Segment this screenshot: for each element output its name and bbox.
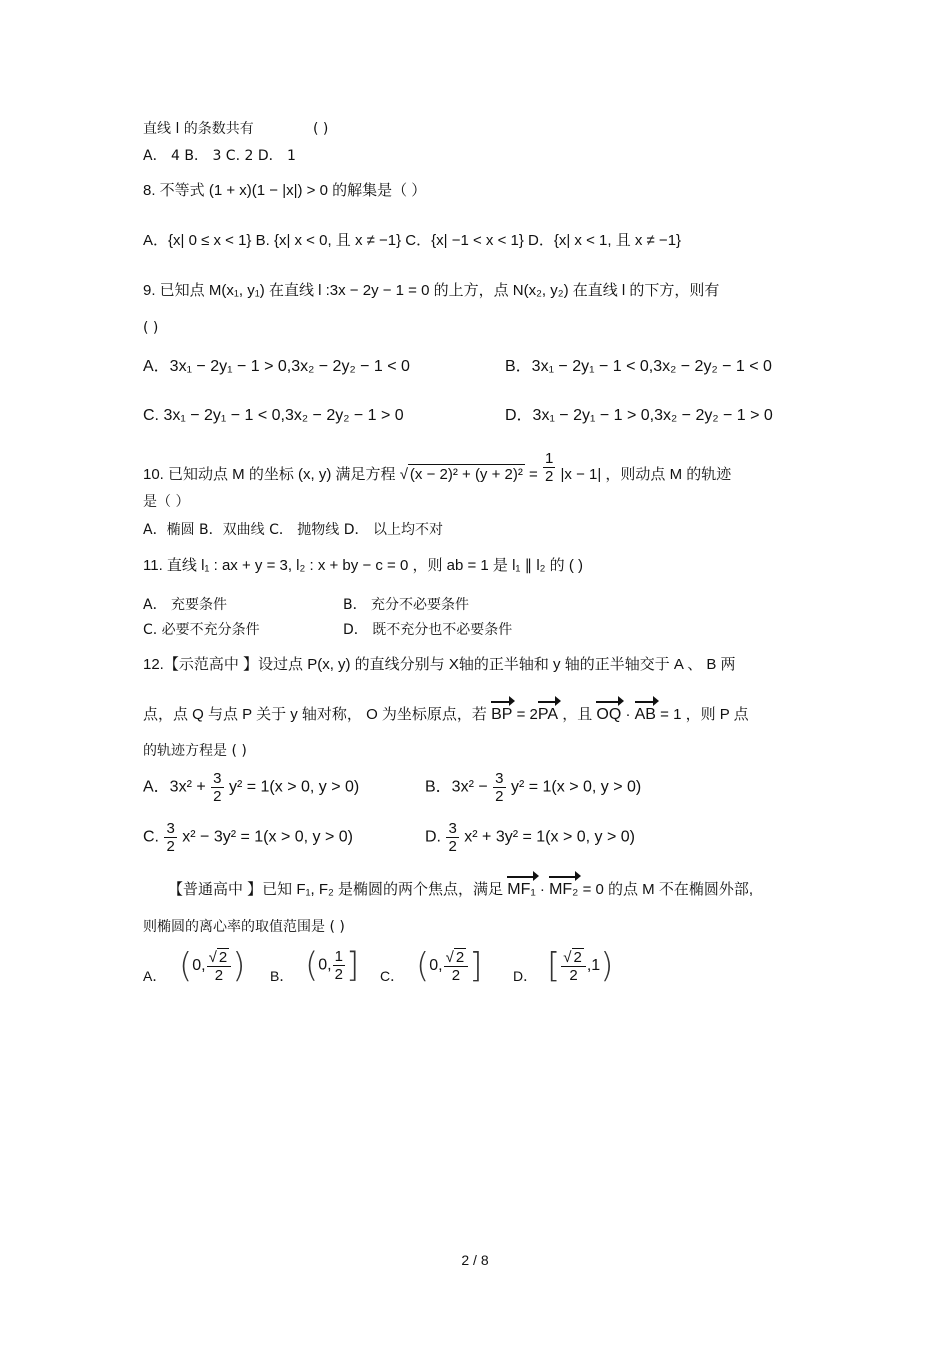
q12-b-pre: B．3x² − <box>425 778 488 796</box>
bracket-close: ] <box>345 945 360 986</box>
q13-b-num: 1 <box>334 948 343 965</box>
q13-label-b: B． <box>270 968 294 984</box>
q13-dot: · <box>535 881 550 898</box>
bracket-open: [ <box>547 946 561 986</box>
bracket-close: ] <box>469 946 483 986</box>
q10-eq: = <box>529 466 538 484</box>
q9-choice-b: B．3x₁ − 2y₁ − 1 < 0,3x₂ − 2y₂ − 1 < 0 <box>505 358 772 375</box>
q13-post: = 0 的点 M 不在椭圆外部, <box>582 881 753 898</box>
q9-row2 <box>143 406 810 426</box>
q13-choice-d <box>547 948 613 984</box>
paren-open: ( <box>416 946 430 986</box>
q13-d-den: 2 <box>569 967 578 984</box>
q9-blank: ( ) <box>143 320 159 336</box>
q12-c-post: x² − 3y² = 1(x > 0, y > 0) <box>182 828 353 846</box>
q12-d-num: 3 <box>448 820 457 837</box>
vector-pa: PA <box>537 706 559 723</box>
q13-a-zero: 0, <box>192 957 206 974</box>
q12-line2a: 点，点 Q 与点 P 关于 y 轴对称， O 为坐标原点，若 <box>143 706 487 723</box>
q12-line2 <box>143 705 810 725</box>
q12-row1 <box>143 770 810 812</box>
q9-choice-a: A．3x₁ − 2y₁ − 1 > 0,3x₂ − 2y₂ − 1 < 0 <box>143 358 410 375</box>
q10-choices: A．椭圆 B．双曲线 C． 抛物线 D． 以上均不对 <box>143 522 443 538</box>
q10-frac-den: 2 <box>544 468 554 485</box>
q13-c-frac <box>444 948 469 984</box>
q12-c-frac <box>164 820 176 855</box>
q12-a-post: y² = 1(x > 0, y > 0) <box>228 778 360 796</box>
q13-label-a: A． <box>143 968 167 984</box>
q12-eq1: = 2 <box>512 706 538 723</box>
q12-c-pre: C. <box>143 828 159 846</box>
paren-open: ( <box>179 946 193 986</box>
q12-line3: 的轨迹方程是 ( ) <box>143 743 247 759</box>
q11-choice-c: C. 必要不充分条件 <box>143 622 260 638</box>
q13-c-num: √ 2 <box>444 948 469 967</box>
q11-stem: 11. 直线 l₁ : ax + y = 3, l₂ : x + by − c = 0 ，则 ab = 1 是 l₁ ∥ l₂ 的 ( ) <box>143 557 583 574</box>
q12-b-post: y² = 1(x > 0, y > 0) <box>510 778 642 796</box>
q13-d-rad: 2 <box>573 949 582 966</box>
q9-choice-d: D．3x₁ − 2y₁ − 1 > 0,3x₂ − 2y₂ − 1 > 0 <box>505 407 773 424</box>
q13-choices <box>143 945 810 1008</box>
vector-mf1: MF₁ <box>507 881 536 898</box>
q13-a-frac <box>207 948 232 984</box>
q13-c-rad: 2 <box>455 949 465 966</box>
q13-line2: 则椭圆的离心率的取值范围是 ( ) <box>143 919 345 935</box>
paren-close: ) <box>600 946 614 986</box>
q7-tail: 直线 l 的条数共有 <box>143 121 254 137</box>
q13-label-c: C． <box>380 968 405 984</box>
q10-line2: 是（ ） <box>143 494 190 510</box>
q11-row1 <box>143 595 810 615</box>
q13-choice-c <box>416 948 482 984</box>
q12-dot: · <box>621 706 635 723</box>
q10-stem <box>143 450 810 490</box>
q13-c-den: 2 <box>451 967 461 984</box>
page-number: 2 / 8 <box>461 1252 489 1268</box>
vector-ab: AB <box>634 706 656 723</box>
q12-b-num: 3 <box>495 770 504 787</box>
q12-a-num: 3 <box>213 770 222 787</box>
q13-line1 <box>168 880 810 900</box>
paren-close: ) <box>232 946 246 986</box>
q12-choice-d <box>425 820 635 855</box>
q13-choice-b <box>305 945 360 986</box>
vector-oq: OQ <box>596 706 622 723</box>
q13-b-den: 2 <box>334 966 343 983</box>
sqrt-symbol: √ <box>399 466 408 484</box>
q12-choice-b <box>425 770 641 805</box>
q9-choice-c: C. 3x₁ − 2y₁ − 1 < 0,3x₂ − 2y₂ − 1 > 0 <box>143 407 404 424</box>
q11-row2 <box>143 620 810 640</box>
vector-bp: BP <box>491 706 513 723</box>
q7-text <box>143 119 810 139</box>
q13-choice-a <box>179 948 245 984</box>
q10-sqrt-content: (x − 2)² + (y + 2)² <box>409 466 523 484</box>
paren-open: ( <box>305 945 319 986</box>
q12-d-den: 2 <box>448 838 457 855</box>
q10-post: |x − 1| ，则动点 M 的轨迹 <box>560 466 732 484</box>
q13-a-num: √ 2 <box>207 948 232 967</box>
q8-choices: A．{x| 0 ≤ x < 1} B. {x| x < 0, 且 x ≠ −1} C．{x| −1 < x < 1} D．{x| x < 1, 且 x ≠ −1} <box>143 232 682 249</box>
q13-label-d: D． <box>513 968 538 984</box>
q13-b-frac <box>333 948 345 983</box>
q12-b-frac <box>493 770 505 805</box>
q12-line1: 12.【示范高中 】设过点 P(x, y) 的直线分别与 X轴的正半轴和 y 轴的正半轴交于 A 、 B 两 <box>143 656 736 673</box>
q12-b-den: 2 <box>495 788 504 805</box>
q7-blank: ( ) <box>313 121 329 137</box>
q12-row2 <box>143 820 810 862</box>
q11-choice-b: B． 充分不必要条件 <box>343 597 470 613</box>
q9-stem: 9. 已知点 M(x₁, y₁) 在直线 l :3x − 2y − 1 = 0 的上方，点 N(x₂, y₂) 在直线 l 的下方，则有 <box>143 282 720 299</box>
q13-c-zero: 0, <box>429 957 443 974</box>
q11-choice-a: A． 充要条件 <box>143 597 228 613</box>
vector-mf2: MF₂ <box>549 881 579 898</box>
q8-stem: 8. 不等式 (1 + x)(1 − |x|) > 0 的解集是（ ） <box>143 182 427 199</box>
q12-c-den: 2 <box>166 838 175 855</box>
q12-line2c: = 1 ，则 P 点 <box>660 706 749 723</box>
q12-d-pre: D. <box>425 828 441 846</box>
q10-frac-num: 1 <box>544 450 554 467</box>
q12-line2b: ，且 <box>562 706 593 723</box>
q10-fraction <box>543 450 555 485</box>
q13-a-den: 2 <box>214 967 224 984</box>
q12-a-frac <box>211 770 223 805</box>
q7-choices: A． 4 B． 3 C. 2 D． 1 <box>143 148 296 164</box>
q12-d-post: x² + 3y² = 1(x > 0, y > 0) <box>464 828 635 846</box>
q13-d-frac <box>561 948 586 984</box>
q12-a-den: 2 <box>213 788 222 805</box>
q13-d-num: √ 2 <box>561 948 586 967</box>
q13-a-rad: 2 <box>218 949 228 966</box>
q9-row1 <box>143 357 810 377</box>
q12-c-num: 3 <box>166 820 175 837</box>
q10-pre: 10. 已知动点 M 的坐标 (x, y) 满足方程 <box>143 466 396 484</box>
q12-d-frac <box>446 820 458 855</box>
q13-b-zero: 0, <box>318 956 332 974</box>
q13-d-one: ,1 <box>586 957 601 974</box>
q13-pre: 【普通高中 】已知 F₁, F₂ 是椭圆的两个焦点，满足 <box>168 881 504 898</box>
q12-a-pre: A．3x² + <box>143 778 206 796</box>
q11-choice-d: D． 既不充分也不必要条件 <box>343 622 513 638</box>
q12-choice-c <box>143 820 353 855</box>
q12-choice-a <box>143 770 359 805</box>
